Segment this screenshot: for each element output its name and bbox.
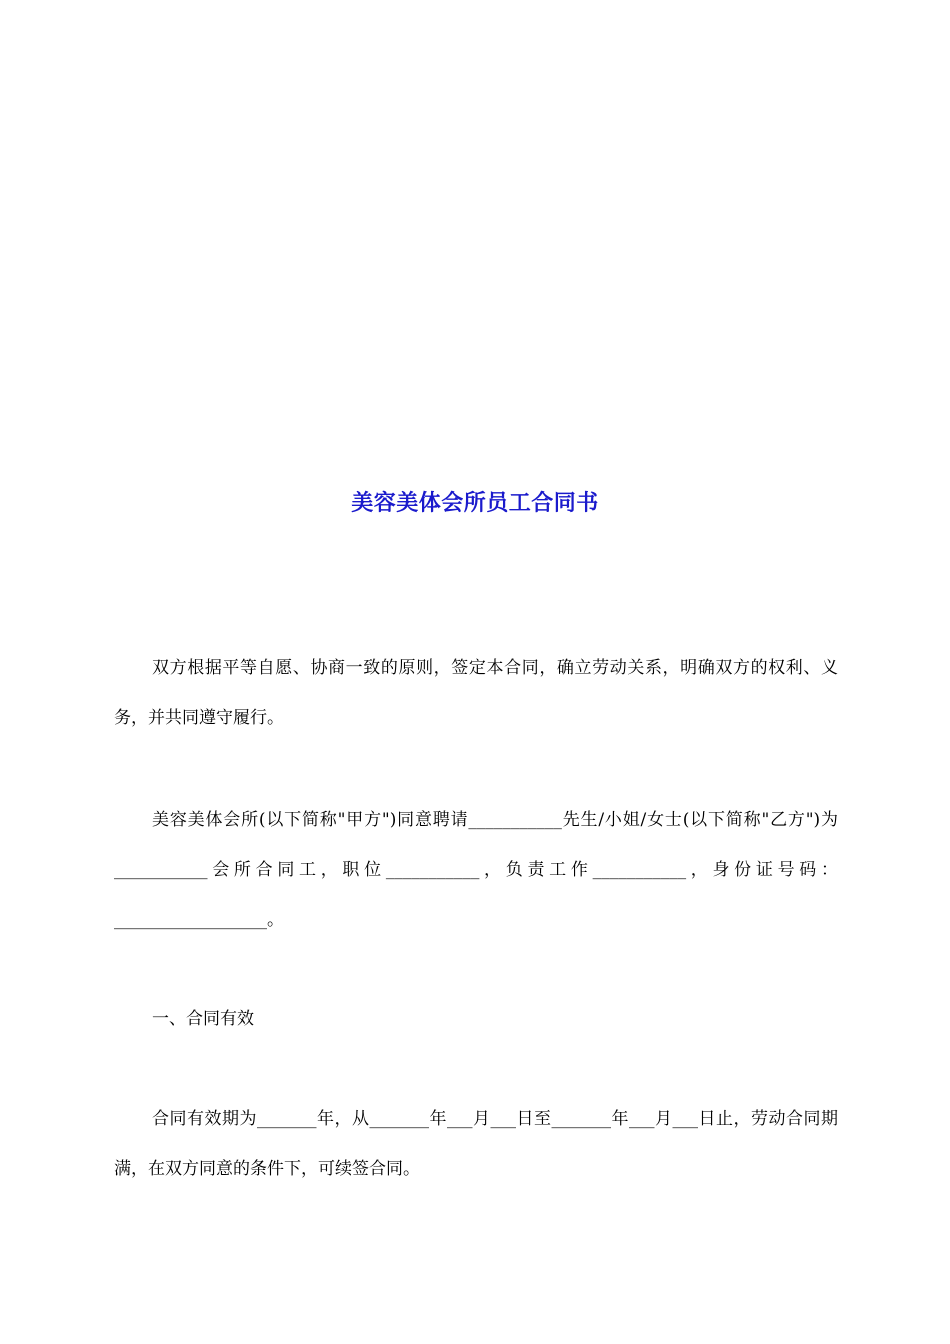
document-title: 美容美体会所员工合同书 xyxy=(351,490,599,516)
parties-paragraph: 美容美体会所(以下简称"甲方")同意聘请___________先生/小姐/女士(以下简称"乙方")为___________会所合同工，职位___________，负责工作___________，身份证号码：__________________。 xyxy=(114,810,838,930)
intro-paragraph: 双方根据平等自愿、协商一致的原则，签定本合同，确立劳动关系，明确双方的权利、义务，并共同遵守履行。 xyxy=(114,658,838,728)
contract-term-paragraph: 合同有效期为_______年，从_______年___月___日至_______年___月___日止，劳动合同期满，在双方同意的条件下，可续签合同。 xyxy=(114,1109,838,1179)
section-heading-contract-validity: 一、合同有效 xyxy=(152,1009,254,1029)
